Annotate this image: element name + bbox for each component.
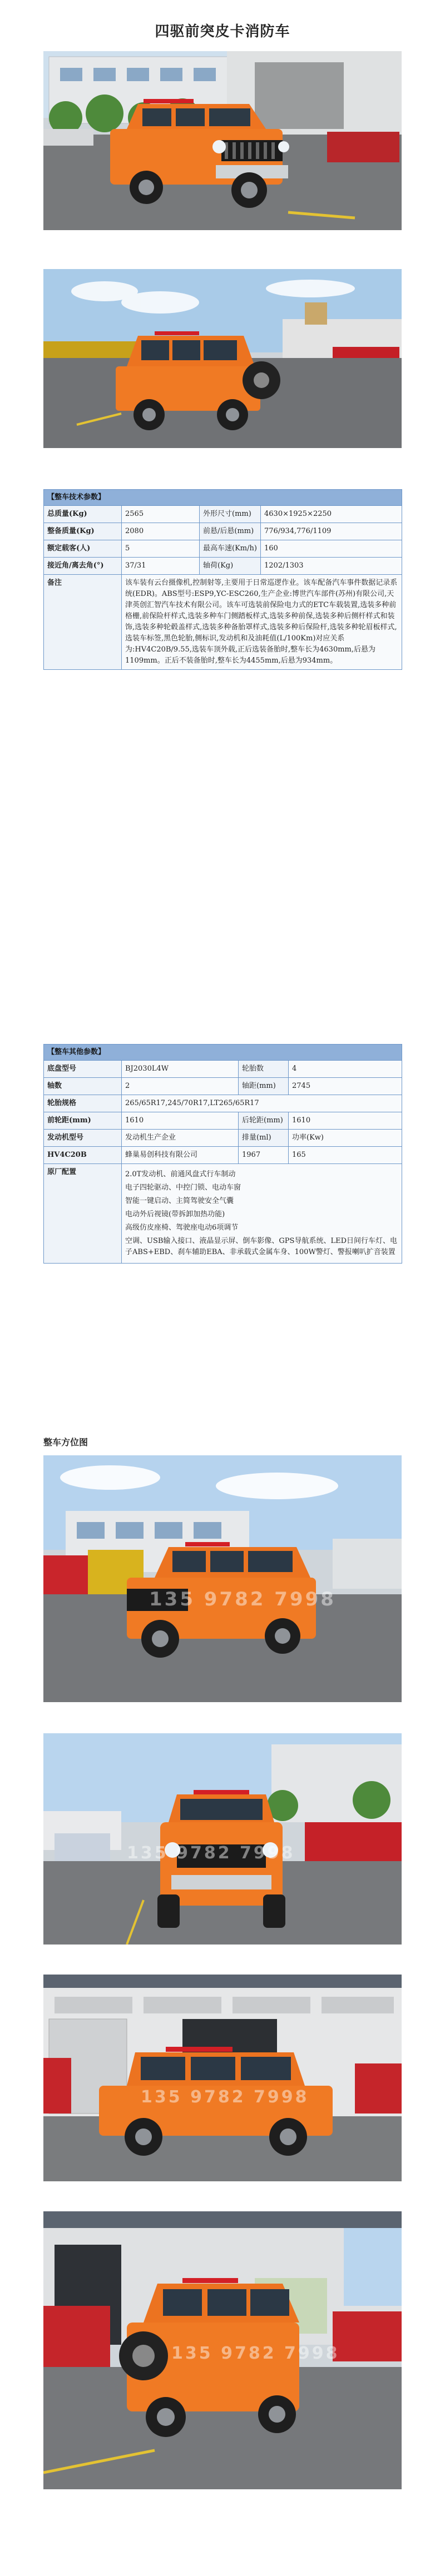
table-row xyxy=(44,1147,402,1164)
param-label: 轮胎规格 xyxy=(44,1095,122,1112)
param-label: 外形尺寸(mm) xyxy=(200,506,261,523)
table-row xyxy=(44,1130,402,1147)
watermark-phone: 135 9782 7998 xyxy=(171,2344,340,2363)
table-row xyxy=(44,1078,402,1095)
config-line: 电子四轮驱动、中控门锁、电动车窗 xyxy=(125,1183,241,1192)
config-line: 空调、USB输入接口、液晶显示屏、倒车影像、GPS导航系统、LED日间行车灯、电子ABS+EBD、刹车辅助EBA、非承载式金属车身、100W警灯、警报喇叭扩音装置 xyxy=(125,1237,397,1256)
param-value: 2080 xyxy=(122,523,200,540)
watermark-phone: 135 9782 7998 xyxy=(149,1588,336,1610)
config-list xyxy=(122,1164,402,1264)
section-heading-other: 【整车其他参数】 xyxy=(44,1045,402,1061)
param-label: 接近角/离去角(°) xyxy=(44,558,122,575)
param-value: 165 xyxy=(289,1147,402,1164)
table-row xyxy=(44,506,402,523)
param-value: BJ2030L4W xyxy=(122,1061,239,1078)
config-line: 电动外后视镜(带拆卸加热功能) xyxy=(125,1210,225,1219)
remarks-label: 备注 xyxy=(44,575,122,670)
spec-table-technical xyxy=(43,489,402,670)
spec-table-other xyxy=(43,1044,402,1264)
param-value: HV4C20B xyxy=(44,1147,122,1164)
table-row xyxy=(44,558,402,575)
param-label: 轴距(mm) xyxy=(239,1078,289,1095)
param-label: 前轮距(mm) xyxy=(44,1112,122,1130)
param-value: 2 xyxy=(122,1078,239,1095)
param-label: 轴数 xyxy=(44,1078,122,1095)
vehicle-photo-rear-right xyxy=(43,2211,402,2489)
param-label: 底盘型号 xyxy=(44,1061,122,1078)
param-value: 37/31 xyxy=(122,558,200,575)
param-value: 1967 xyxy=(239,1147,289,1164)
table-row xyxy=(44,1095,402,1112)
param-value: 160 xyxy=(261,540,402,558)
param-label: 额定载客(人) xyxy=(44,540,122,558)
param-value: 4 xyxy=(289,1061,402,1078)
vehicle-photo-side-front xyxy=(43,1455,402,1702)
param-label: 整备质量(Kg) xyxy=(44,523,122,540)
table-row xyxy=(44,540,402,558)
param-label: 轴荷(Kg) xyxy=(200,558,261,575)
param-value: 蜂巢易创科技有限公司 xyxy=(122,1147,239,1164)
page-title: 四驱前突皮卡消防车 xyxy=(155,23,290,40)
param-value: 1610 xyxy=(122,1112,239,1130)
photo-section-caption: 整车方位图 xyxy=(43,1437,88,1448)
table-row xyxy=(44,523,402,540)
param-value: 4630×1925×2250 xyxy=(261,506,402,523)
table-row-remarks xyxy=(44,575,402,670)
vehicle-photo-side xyxy=(43,1975,402,2181)
param-value: 1202/1303 xyxy=(261,558,402,575)
vehicle-photo-front-right xyxy=(43,51,402,230)
config-line: 高级仿皮座椅、驾驶座电动6项调节 xyxy=(125,1224,239,1232)
remarks-text: 该车装有云台摄像机,控制射等,主要用于日常巡逻作业。该车配备汽车事件数据记录系统(EDR)。ABS型号:ESP9,YC-ESC260,生产企业:博世汽车部件(苏州)有限公司,天津英创汇智汽车技术有限公司。该车可选装前保险电力式的ETC车载装置,选装多种前格栅,前保险杆样式,选装多种车门侧踏板样式,选装多种前保,选装多种后侧杆样式和装饰,选装多种轮毂盖样式,选装多种备胎罩样式,选装多种后保险杆,选装多种轮眉板样式,选装车标签,黑色轮胎,侧标识,发动机和及油耗值(L/100Km)对应关系为:HV4C20B/9.55,选装车顶外载,正后选装备胎时,整车长为4630mm,后悬为1109mm。正后不装备胎时,整车长为4455mm,后悬为934mm。 xyxy=(122,575,402,670)
config-line: 2.0T发动机、前通风盘式行车制动 xyxy=(125,1170,236,1178)
section-heading-technical: 【整车技术参数】 xyxy=(44,490,402,506)
watermark-phone: 135 9782 7998 xyxy=(127,1843,295,1863)
param-label: 轮胎数 xyxy=(239,1061,289,1078)
watermark-phone: 135 9782 7998 xyxy=(141,2087,309,2107)
param-value: 5 xyxy=(122,540,200,558)
config-label: 原厂配置 xyxy=(44,1164,122,1264)
param-label: 发动机型号 xyxy=(44,1130,122,1147)
param-value: 1610 xyxy=(289,1112,402,1130)
table-row xyxy=(44,1061,402,1078)
param-value: 265/65R17,245/70R17,LT265/65R17 xyxy=(122,1095,402,1112)
param-value: 776/934,776/1109 xyxy=(261,523,402,540)
param-value: 2745 xyxy=(289,1078,402,1095)
param-label: 最高车速(Km/h) xyxy=(200,540,261,558)
param-value: 2565 xyxy=(122,506,200,523)
config-line: 智能一键启动、主简驾驶安全气囊 xyxy=(125,1197,234,1205)
param-label: 后轮距(mm) xyxy=(239,1112,289,1130)
param-value: 功率(Kw) xyxy=(289,1130,402,1147)
table-row xyxy=(44,1112,402,1130)
param-label: 前悬/后悬(mm) xyxy=(200,523,261,540)
param-label: 总质量(Kg) xyxy=(44,506,122,523)
vehicle-photo-rear-left xyxy=(43,269,402,448)
param-label: 排量(ml) xyxy=(239,1130,289,1147)
table-row-config xyxy=(44,1164,402,1264)
vehicle-photo-front xyxy=(43,1733,402,1945)
param-value: 发动机生产企业 xyxy=(122,1130,239,1147)
